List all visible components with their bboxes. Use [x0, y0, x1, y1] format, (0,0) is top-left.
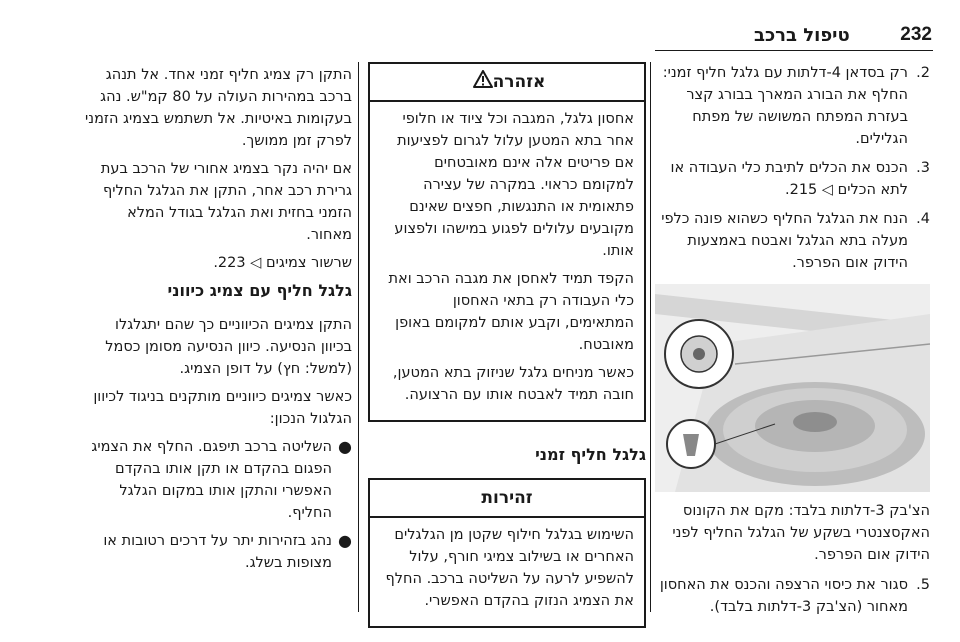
warning-paragraph: כאשר מניחים גלגל שניזוק בתא המטען, חובה תמיד לאבטח אותו עם הרצועה. [392, 365, 634, 403]
caution-box-body [370, 518, 644, 626]
step-number: 2. [916, 65, 930, 81]
bullet-dot-icon: ● [338, 531, 352, 550]
step-number: 4. [916, 211, 930, 227]
warning-box-title: אזהרה [492, 72, 546, 92]
step-number: 3. [916, 160, 930, 176]
caution-paragraph: השימוש בגלגל חילוף שקטן מן הגלגלים האחרים או בשילוב צמיגי חורף, עלול להשפיע לרעה על השליטה ברכב. החלף את הצמיג הנזוק בהקדם האפשרי. [385, 527, 634, 609]
warning-box [368, 62, 646, 422]
warning-paragraph: הקפד תמיד לאחסן את מגבה הרכב ואת כלי העבודה רק בתאי האחסון המתאימים, וקבע אותם למקומם באופן מאובטח. [388, 271, 634, 353]
caution-box [368, 478, 646, 628]
middle-column [368, 62, 646, 642]
step-item [655, 157, 930, 201]
spare-wheel-illustration [655, 284, 930, 492]
warning-paragraph: אחסון גלגל, המגבה וכל ציוד או חלופי אחר בתא המטען עלול לגרום לפציעות אם פריטים אלה אינם מאובטחים למקומם כראוי. במקרה של עצירה פתאומית או התנגשות, חפצים שאינם מקובעים עלולים לפגוע במישהו ולפצוע אותו. [394, 111, 634, 259]
step-text: סגור את כיסוי הרצפה והכנס את האחסון מאחור (הצ'בק 3-דלתות בלבד). [659, 577, 908, 615]
warning-box-body [370, 102, 644, 420]
warning-box-header [370, 64, 644, 102]
right-column [655, 62, 930, 625]
spare-wheel-drawing [655, 284, 930, 492]
page-number: 232 [900, 24, 932, 45]
bullet-text: נהג בזהירות יתר על דרכים רטובות או מצופות בשלג. [103, 533, 332, 571]
header-divider [655, 50, 933, 51]
step-text: רק בסדאן 4-דלתות עם גלגל חליף זמני: החלף את הבורג המארך בבורג קצר בעזרת המפתח המשושה של מפתח הגלילים. [662, 65, 908, 147]
bullet-text: השליטה ברכב תיפגם. החלף את הצמיג הפגום בהקדם או תקן אותו בהקדם האפשרי והתקן אותו במקום הגלגל החליף. [91, 439, 332, 521]
body-paragraph: התקן רק צמיג חליף זמני אחד. אל תנהג ברכב במהירות העולה על 80 קמ"ש. נהג בעקומות באיטיות. אל תשתמש בצמיג הזמני לפרק זמן ממושך. [85, 67, 352, 149]
step-item [655, 208, 930, 274]
body-paragraph: התקן צמיגים הכיווניים כך שהם יתגלגלו בכיוון הנסיעה. כיוון הנסיעה מסומן כסמל (למשל: חץ) על דופן הצמיג. [105, 317, 352, 377]
column-divider-right [650, 62, 651, 612]
column-divider-left [358, 62, 359, 612]
step-number: 5. [916, 577, 930, 593]
section-heading: גלגל חליף זמני [535, 445, 646, 464]
step-text: הנח את הגלגל החליף כשהוא פונה כלפי מעלה בתא הגלגל ואבטח באמצעות הידוק אום הפרפר. [661, 211, 908, 271]
figure-caption: הצ'בק 3-דלתות בלבד: מקם את הקונוס האקסצנטרי בשקע של הגלגל החליף לפני הידוק אום הפרפר. [672, 503, 930, 563]
section-heading: גלגל חליף עם צמיג כיווני [167, 281, 352, 300]
step-item [655, 574, 930, 618]
step-text: הכנס את הכלים לתיבת כלי העבודה או לתא הכלים ◁ 215. [670, 160, 908, 198]
body-paragraph: אם יהיה נקר בצמיג אחורי של הרכב בעת גרירת רכב אחר, התקן את הגלגל החליף הזמני בחזית ואת הגלגל בגודל המלא מאחור. [100, 161, 352, 243]
step-item [655, 62, 930, 150]
body-paragraph: כאשר צמיגים כיווניים מותקנים בניגוד לכיוון הגלגול הנכון: [93, 389, 352, 427]
left-column [84, 64, 352, 580]
bullet-item [84, 436, 352, 524]
page-title: טיפול ברכב [754, 25, 850, 46]
caution-box-header [370, 480, 644, 518]
cross-reference: שרשור צמיגים ◁ 223. [213, 255, 352, 271]
warning-triangle-icon [473, 70, 493, 94]
caution-box-title: זהירות [481, 488, 533, 508]
bullet-item [84, 530, 352, 574]
bullet-dot-icon: ● [338, 437, 352, 456]
